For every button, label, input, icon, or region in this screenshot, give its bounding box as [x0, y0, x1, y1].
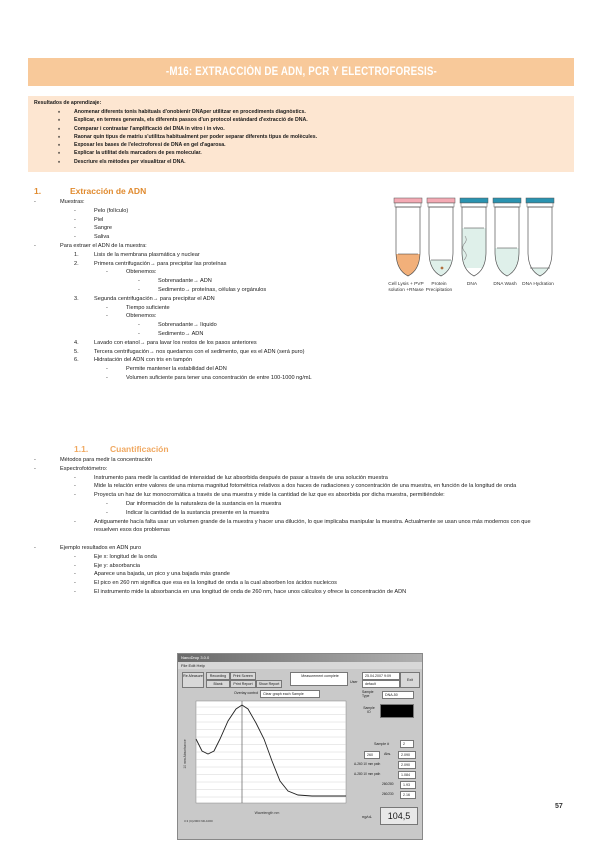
outline-item: [34, 339, 554, 348]
outline-text: Permite mantener la estabilidad del ADN: [126, 366, 227, 373]
bullet-marker: -: [106, 304, 108, 311]
sample-id-label: Sample ID: [363, 706, 375, 714]
bullet-marker: -: [74, 580, 76, 587]
concentration-value: 104,5: [380, 807, 418, 825]
bullet-marker: 6.: [74, 357, 79, 364]
bullet-marker: -: [138, 278, 140, 285]
chapter-title-banner: [28, 58, 574, 86]
bullet-marker: -: [34, 199, 36, 205]
objective-item: ♦ Exposar les bases de l'electroforesi de DNA en gel d'agarosa.: [58, 141, 568, 149]
section-heading: [34, 186, 146, 196]
objective-item: ♦ Explicar, en termes generals, els diferents passos d'un protocol estàndard d'extracció de DNA.: [58, 116, 568, 124]
outline-text: Eje x: longitud de la onda: [94, 553, 157, 560]
outline-text: El instrumento mide la absorbancia en una longitud de onda de 260 nm, hace unos cálculos y ofrece la concentración de ADN: [94, 588, 407, 595]
sample-type-label: Sample Type: [362, 690, 374, 698]
page-number: 57: [555, 803, 563, 810]
abs-label: Abs.: [384, 752, 392, 756]
tube-label: Protein Precipitation: [425, 282, 453, 293]
concentration-unit: ng/uL: [362, 814, 373, 819]
a260-value: 2.090: [398, 761, 416, 769]
outline-text: Hidratación del ADN con tris en tampón: [94, 357, 192, 364]
outline-text: Proyecta un haz de luz monocromática a través de una muestra y mide la cantidad de luz que es absorbida por dicha muestra, permitiéndole:: [94, 492, 445, 499]
outline-item: [34, 570, 554, 579]
bullet-marker: -: [138, 322, 140, 329]
svg-text:Wavelength nm: Wavelength nm: [254, 811, 280, 815]
outline-item: [34, 304, 554, 313]
ratio-260-280-label: 260/280: [382, 782, 394, 786]
objectives-label: Resultados de aprendizaje:: [34, 100, 102, 106]
outline-item: [34, 330, 554, 339]
bullet-marker: -: [106, 500, 108, 507]
outline-text: El pico en 260 nm significa que esa es la longitud de onda a la cual absorben los ácidos nucleicos: [94, 580, 337, 587]
ratio-260-230-label: 260/230: [382, 792, 394, 796]
exit-button: Exit: [400, 672, 420, 688]
outline-item: [34, 456, 554, 465]
outline-text: Sedimento→ ADN: [158, 330, 204, 337]
status-box: Measurement complete: [290, 672, 348, 686]
bullet-marker: -: [34, 465, 36, 472]
a280-value: 1.084: [398, 771, 416, 779]
outline-text: Sobrenadante→ ADN: [158, 278, 212, 285]
subsection-title: Cuantificación: [110, 444, 169, 454]
outline-text: Espectrofotómetro:: [60, 465, 108, 472]
datetime-field: 25.04.2007 9:09: [362, 672, 400, 680]
outline-text: Pelo (folículo): [94, 207, 129, 214]
bullet-marker: -: [74, 588, 76, 595]
outline-text: Obtenemos:: [126, 269, 157, 276]
software-title-bar: NanoDrop 3.0.0: [178, 654, 422, 662]
outline-text: Lisis de la membrana plasmática y nuclear: [94, 251, 200, 258]
outline-item: [34, 518, 554, 536]
outline-text: Volumen suficiente para tener una concentración de entre 100-1000 ng/mL: [126, 374, 312, 381]
objective-item: ♦ Raonar quin tipus de matriu s'utilitza habitualment per poder separar diferents tipus de molècules.: [58, 133, 568, 141]
outline-text: Dar información de la naturaleza de la sustancia en la muestra: [126, 500, 282, 507]
outline-text: Tiempo suficiente: [126, 304, 170, 311]
outline-item: [34, 509, 554, 518]
print-report-button: Print Report: [230, 680, 256, 688]
user-label: User: [350, 680, 358, 684]
bullet-marker: -: [74, 216, 76, 223]
sample-id-field: [380, 704, 414, 718]
section-title: Extracción de ADN: [70, 186, 147, 196]
objective-item: ♦ Anomenar diferents tonis habituals d'onobienir DNAper utilitzar en procediments diagnòstics.: [58, 108, 568, 116]
bullet-marker: -: [34, 544, 36, 551]
outline-item: [34, 588, 554, 597]
outline-text: Instrumento para medir la cantidad de intensidad de luz absorbida después de pasar a través de una solución muestra: [94, 474, 388, 481]
bullet-marker: -: [138, 330, 140, 337]
outline-text: Métodos para medir la concentración: [60, 457, 153, 463]
bullet-marker: 5.: [74, 348, 79, 355]
chapter-title: -M16: EXTRACCIÓN DE ADN, PCR Y ELECTROFORESIS-: [165, 66, 437, 78]
remeasure-button: Re-Measure: [182, 672, 204, 688]
sample-num-field: 2: [400, 740, 414, 748]
subsection-number: 1.1.: [74, 444, 89, 454]
bullet-marker: -: [74, 225, 76, 232]
outline-text: Segunda centrifugación→ para precipitar el ADN: [94, 295, 215, 302]
outline-text: Sedimento→ proteínas, células y orgánulos: [158, 286, 267, 293]
outline-text: Tercera centrifugación→ nos quedamos con el sedimento, que es el ADN (será puro): [94, 348, 305, 355]
outline-item: [34, 553, 554, 562]
tube-label: DNA Hydration: [522, 282, 554, 287]
bullet-marker: -: [74, 234, 76, 241]
ratio-260-230-value: 2.16: [400, 791, 416, 799]
outline-text: Piel: [94, 216, 104, 223]
bullet-marker: -: [106, 509, 108, 516]
bullet-marker: 4.: [74, 339, 79, 346]
bullet-marker: -: [74, 474, 76, 481]
bullet-marker: -: [74, 553, 76, 560]
outline-text: Indicar la cantidad de la sustancia presente en la muestra: [126, 509, 270, 516]
section-number: 1.: [34, 186, 42, 196]
outline-item: [34, 535, 554, 544]
outline-text: Sobrenadante→ líquido: [158, 322, 217, 329]
abs-value: 2.090: [398, 751, 416, 759]
tube-label: Cell Lysis + PVP solution +RNase: [388, 282, 424, 293]
bullet-marker: -: [34, 457, 36, 463]
outline-item: [34, 348, 554, 357]
recording-button: Recording: [206, 672, 230, 680]
outline-text: Lavado con etanol→ para lavar los restos de los pasos anteriores: [94, 339, 257, 346]
outline-text: Obtenemos:: [126, 313, 157, 320]
svg-text:10 mm Absorbance: 10 mm Absorbance: [183, 739, 187, 769]
sample-num-label: Sample #: [374, 742, 390, 746]
tube-label: DNA Wash: [493, 282, 517, 287]
bullet-marker: -: [106, 269, 108, 276]
bullet-marker: -: [74, 207, 76, 214]
outline-item: [34, 544, 554, 553]
svg-text:3.3 (C)2003 ND-1000: 3.3 (C)2003 ND-1000: [184, 819, 213, 823]
sample-type-select: DNA-50: [382, 691, 414, 699]
outline-text: Saliva: [94, 234, 110, 241]
bullet-marker: 2.: [74, 260, 79, 267]
overlay-select: Clear graph each Sample: [260, 690, 320, 698]
bullet-marker: -: [74, 492, 76, 499]
show-report-button: Show Report: [256, 680, 282, 688]
absorbance-chart: [182, 699, 348, 824]
section-1-1-content: [34, 456, 554, 597]
bullet-marker: -: [106, 374, 108, 381]
tube-label: DNA: [466, 282, 478, 287]
bullet-marker: -: [34, 242, 36, 249]
outline-text: Primera centrifugación→ para precipitar las proteínas: [94, 260, 227, 267]
bullet-marker: -: [138, 286, 140, 293]
bullet-marker: 1.: [74, 251, 79, 258]
objective-item: ♦ Explicar la utilitat dels marcadors de pes molecular.: [58, 149, 568, 157]
a260-label: A-260 10 mm path: [354, 762, 381, 766]
bullet-marker: -: [74, 562, 76, 569]
ratio-260-280-value: 1.93: [400, 781, 416, 789]
outline-item: [34, 374, 554, 383]
outline-text: Muestras:: [60, 199, 85, 205]
outline-item: [34, 465, 554, 474]
outline-text: Eje y: absorbancia: [94, 562, 141, 569]
software-menu-bar: File Edit Help: [178, 662, 422, 669]
overlay-label: Overlay control: [234, 691, 259, 695]
outline-item: [34, 500, 554, 509]
learning-objectives-box: [28, 96, 574, 172]
outline-text: Mide la relación entre valores de una misma magnitud fotométrica relativos a dos haces de radiaciones y concentración de una muestra, en función de la longitud de onda: [94, 483, 517, 490]
blank-button: Blank: [206, 680, 230, 688]
bullet-marker: -: [106, 313, 108, 320]
bullet-marker: -: [106, 366, 108, 373]
outline-item: [34, 579, 554, 588]
user-field: default: [362, 680, 400, 688]
outline-item: [34, 482, 554, 491]
bullet-marker: -: [74, 483, 76, 490]
a280-label: A-280 10 mm path: [354, 772, 381, 776]
outline-item: [34, 321, 554, 330]
outline-text: Para extraer el ADN de la muestra:: [60, 242, 147, 249]
bullet-marker: -: [74, 518, 76, 525]
outline-text: Sangre: [94, 225, 113, 232]
outline-text: Antiguamente hacía falta usar un volumen grande de la muestra y hacer una dilución, lo que implicaba manipular la muestra. Actualmente se usan unos más modernos con que resuelven esos dos problemas: [94, 518, 531, 534]
subsection-heading: [74, 444, 169, 454]
outline-text: Aparece una bajada, un pico y una bajada más grande: [94, 571, 230, 578]
outline-text: Ejemplo resultados en ADN puro: [60, 544, 142, 551]
spectrophotometer-screenshot: [177, 653, 423, 840]
bullet-marker: 3.: [74, 295, 79, 302]
bullet-marker: -: [74, 571, 76, 578]
objective-item: ♦ Descriure els mètodes per visualitzar el DNA.: [58, 158, 568, 166]
outline-item: [34, 312, 554, 321]
outline-item: [34, 474, 554, 483]
outline-item: [34, 356, 554, 365]
objective-item: ♦ Comparar i contrastar l'amplificació del DNA in vitro i in vivo.: [58, 125, 568, 133]
outline-item: [34, 491, 554, 500]
outline-item: [34, 562, 554, 571]
objectives-list: [34, 108, 568, 166]
outline-item: [34, 365, 554, 374]
lambda-field: 260: [364, 751, 380, 759]
print-screen-button: Print Screen: [230, 672, 256, 680]
